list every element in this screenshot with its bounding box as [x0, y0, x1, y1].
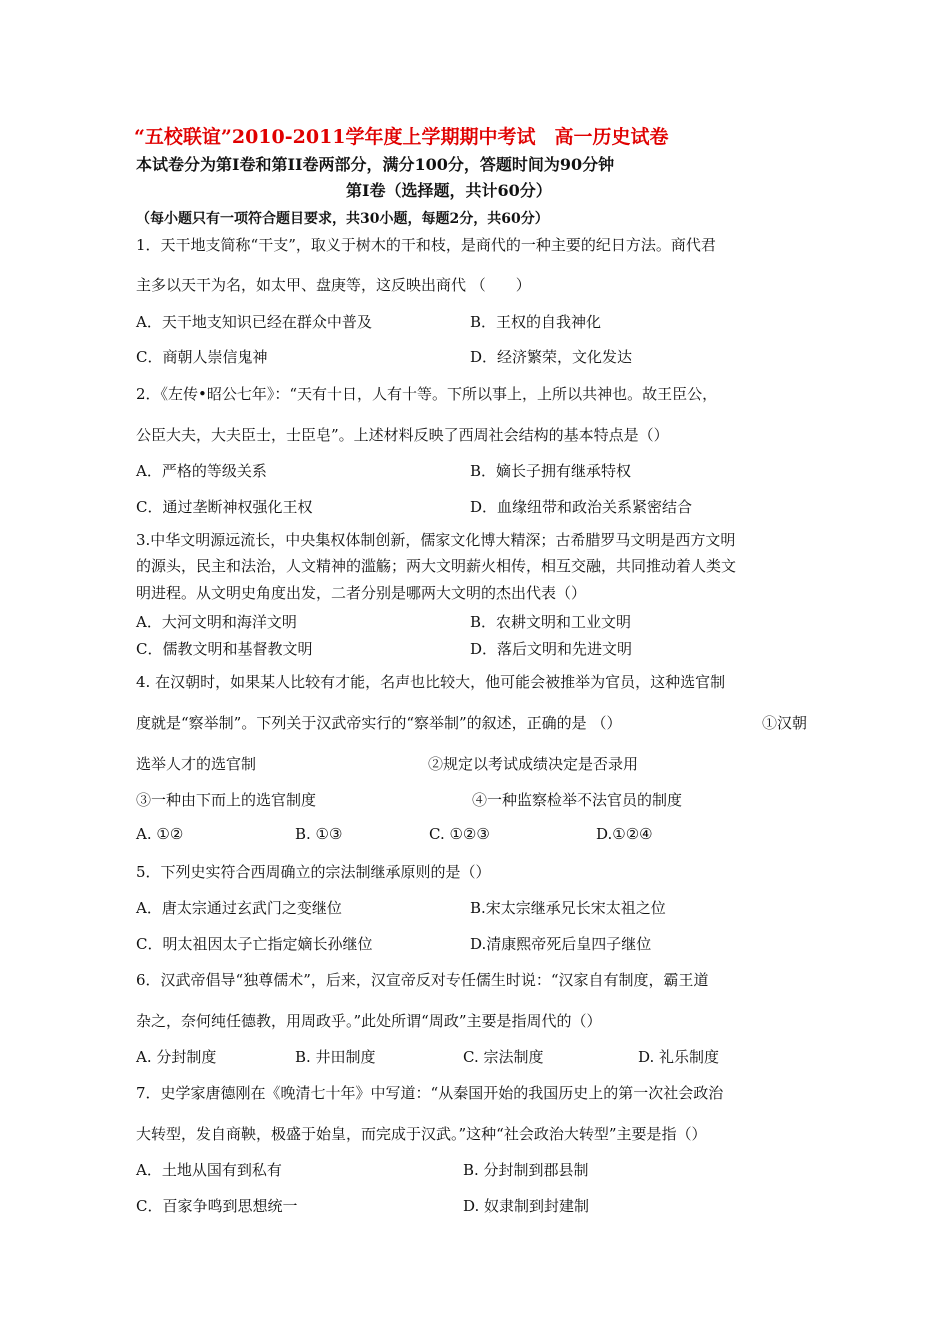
section-instruction: （每小题只有一项符合题目要求，共30小题，每题2分，共60分） — [136, 211, 549, 227]
q5-option-a: A．唐太宗通过玄武门之变继位 — [136, 899, 342, 917]
q4-statement-1-start: ①汉朝 — [762, 714, 808, 732]
q5-stem: 5．下列史实符合西周确立的宗法制继承原则的是（） — [136, 863, 491, 881]
q7-option-a: A．土地从国有到私有 — [136, 1161, 282, 1179]
q2-option-c: C．通过垄断神权强化王权 — [136, 498, 313, 516]
q4-option-a: A. ①② — [136, 825, 184, 843]
q6-option-b: B. 井田制度 — [295, 1048, 376, 1066]
q5-option-d: D.清康熙帝死后皇四子继位 — [470, 935, 652, 953]
q7-option-c: C．百家争鸣到思想统一 — [136, 1197, 298, 1215]
q3-option-c: C．儒教文明和基督教文明 — [136, 640, 313, 658]
q4-stem-line-2: 度就是“察举制”。下列关于汉武帝实行的“察举制”的叙述，正确的是 （） — [136, 714, 622, 732]
q1-option-b: B．王权的自我神化 — [470, 313, 602, 331]
q3-option-d: D．落后文明和先进文明 — [470, 640, 633, 658]
q4-statement-1-end: 选举人才的选官制 — [136, 755, 257, 773]
q5-option-c: C．明太祖因太子亡指定嫡长孙继位 — [136, 935, 373, 953]
q4-stem-line-1: 4. 在汉朝时，如果某人比较有才能，名声也比较大，他可能会被推举为官员，这种选官制 — [136, 673, 726, 691]
q6-option-d: D. 礼乐制度 — [638, 1048, 720, 1066]
q2-option-b: B．嫡长子拥有继承特权 — [470, 462, 632, 480]
exam-title: “五校联谊”2010-2011学年度上学期期中考试 高一历史试卷 — [134, 126, 669, 148]
q5-option-b: B.宋太宗继承兄长宋太祖之位 — [470, 899, 666, 917]
q7-option-d: D. 奴隶制到封建制 — [463, 1197, 590, 1215]
q6-stem-line-1: 6．汉武帝倡导“独尊儒术”，后来，汉宣帝反对专任儒生时说：“汉家自有制度，霸王道 — [136, 971, 709, 989]
q7-stem-line-1: 7．史学家唐德刚在《晚清七十年》中写道：“从秦国开始的我国历史上的第一次社会政治 — [136, 1084, 724, 1102]
q2-stem-line-2: 公臣大夫，大夫臣士，士臣皂”。上述材料反映了西周社会结构的基本特点是（） — [136, 426, 669, 444]
q6-stem-line-2: 杂之，奈何纯任德教，用周政乎。”此处所谓“周政”主要是指周代的（） — [136, 1012, 602, 1030]
section-heading: 第Ⅰ卷（选择题，共计60分） — [346, 181, 552, 200]
q4-option-d: D.①②④ — [596, 825, 653, 843]
exam-intro: 本试卷分为第Ⅰ卷和第II卷两部分，满分100分，答题时间为90分钟 — [136, 155, 615, 174]
q6-option-a: A. 分封制度 — [136, 1048, 217, 1066]
q3-option-b: B．农耕文明和工业文明 — [470, 613, 632, 631]
q1-option-c: C．商朝人崇信鬼神 — [136, 348, 268, 366]
q6-option-c: C. 宗法制度 — [463, 1048, 544, 1066]
q4-statement-3: ③一种由下而上的选官制度 — [136, 791, 317, 809]
q3-option-a: A．大河文明和海洋文明 — [136, 613, 297, 631]
q1-option-a: A．天干地支知识已经在群众中普及 — [136, 313, 372, 331]
q7-stem-line-2: 大转型，发自商鞅，极盛于始皇，而完成于汉武。”这种“社会政治大转型”主要是指（） — [136, 1125, 707, 1143]
q4-option-c: C. ①②③ — [429, 825, 490, 843]
q3-stem-line-1: 3.中华文明源远流长，中央集权体制创新，儒家文化博大精深；古希腊罗马文明是西方文明 — [136, 531, 736, 549]
q2-stem-line-1: 2．《左传•昭公七年》：“天有十日，人有十等。下所以事上，上所以共神也。故王臣公， — [136, 385, 718, 403]
q3-stem-line-3: 明进程。从文明史角度出发，二者分别是哪两大文明的杰出代表（） — [136, 584, 587, 602]
q4-statement-2: ②规定以考试成绩决定是否录用 — [428, 755, 639, 773]
q1-stem-line-2: 主多以天干为名，如太甲、盘庚等，这反映出商代 （ ） — [136, 276, 531, 294]
q1-stem-line-1: 1．天干地支简称“干支”，取义于树木的干和枝，是商代的一种主要的纪日方法。商代君 — [136, 236, 716, 254]
q2-option-a: A．严格的等级关系 — [136, 462, 267, 480]
q7-option-b: B. 分封制到郡县制 — [463, 1161, 589, 1179]
q1-option-d: D．经济繁荣，文化发达 — [470, 348, 633, 366]
q4-option-b: B. ①③ — [295, 825, 343, 843]
q3-stem-line-2: 的源头，民主和法治，人文精神的滥觞；两大文明薪火相传，相互交融，共同推动着人类文 — [136, 557, 737, 575]
q2-option-d: D．血缘纽带和政治关系紧密结合 — [470, 498, 693, 516]
q4-statement-4: ④一种监察检举不法官员的制度 — [472, 791, 683, 809]
